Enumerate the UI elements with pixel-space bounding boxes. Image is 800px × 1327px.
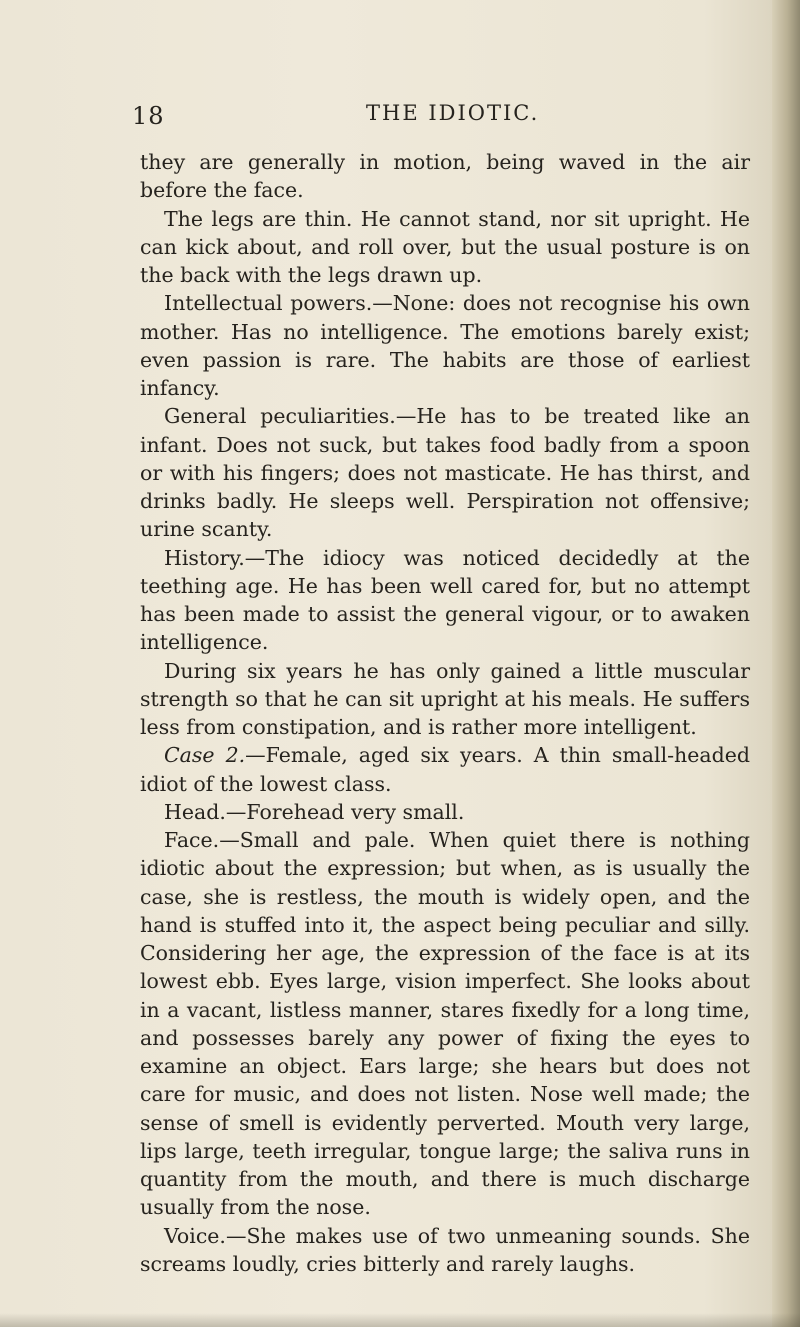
paragraph-text: —She makes use of two unmeaning sounds. She screams loudly, cries bitterly and rarely laughs. — [140, 1223, 750, 1276]
case-heading: Case 2. — [164, 743, 246, 768]
paragraph — [140, 798, 750, 826]
section-heading: History. — [164, 545, 245, 570]
paragraph-text: —He has to be treated like an infant. Does not suck, but takes food badly from a spoon or with his fingers; does not masticate. He has thirst, and drinks badly. He sleeps well. Perspiration not offensive; urine scanty. — [140, 404, 751, 542]
paragraph — [140, 1222, 750, 1279]
paragraph — [140, 205, 750, 290]
section-heading: Head. — [164, 799, 226, 824]
paragraph-text: they are generally in motion, being waved in the air before the face. — [140, 150, 750, 203]
page-edge — [772, 0, 800, 1327]
paragraph — [140, 148, 750, 205]
paragraph — [140, 544, 750, 657]
body-text — [140, 148, 750, 1278]
running-head: THE IDIOTIC. — [366, 101, 540, 125]
paragraph-text: During six years he has only gained a little muscular strength so that he can sit upright at his meals. He suffers less from constipation, and is rather more intelligent. — [140, 658, 750, 739]
paragraph — [140, 402, 750, 543]
section-heading: Face. — [164, 828, 220, 852]
paragraph-text: —None: does not recognise his own mother. Has no intelligence. The emotions barely exist; even passion is rare. The habits are those of earliest infancy. — [140, 291, 750, 400]
section-heading: Intellectual powers. — [164, 291, 373, 316]
page-number: 18 — [132, 102, 165, 130]
paragraph — [140, 826, 750, 1222]
paragraph — [140, 289, 750, 402]
paragraph — [140, 741, 750, 798]
paragraph-text: The legs are thin. He cannot stand, nor sit upright. He can kick about, and roll over, but the usual posture is on the back with the legs drawn up. — [140, 206, 750, 287]
paragraph — [140, 657, 750, 742]
paragraph-text: —Small and pale. When quiet there is nothing idiotic about the expression; but when, as is usually the case, she is restless, the mouth is widely open, and the hand is stuffed into it, the aspect being peculiar and silly. Considering her age, the expression of the face is at its lowest ebb. Eyes large, vision imperfect. She looks about in a vacant, listless manner, stares fixedly for a long time, and possesses barely any power of fixing the eyes to examine an object. Ears large; she hears but does not care for music, and does not listen. Nose well made; the sense of smell is evidently perverted. Mouth very large, lips large, teeth irregular, tongue large; the saliva runs in quantity from the mouth, and there is much discharge usually from the nose. — [140, 828, 750, 1220]
paragraph-text: —Female, aged six years. A thin small-headed idiot of the lowest class. — [140, 743, 750, 796]
section-heading: General peculiarities. — [164, 404, 396, 429]
page-shadow — [0, 1313, 800, 1327]
section-heading: Voice. — [164, 1223, 226, 1248]
paragraph-text: —Forehead very small. — [225, 799, 465, 824]
paragraph-text: —The idiocy was noticed decidedly at the teething age. He has been well cared for, but no attempt has been made to assist the general vigour, or to awaken intelligence. — [140, 545, 750, 655]
